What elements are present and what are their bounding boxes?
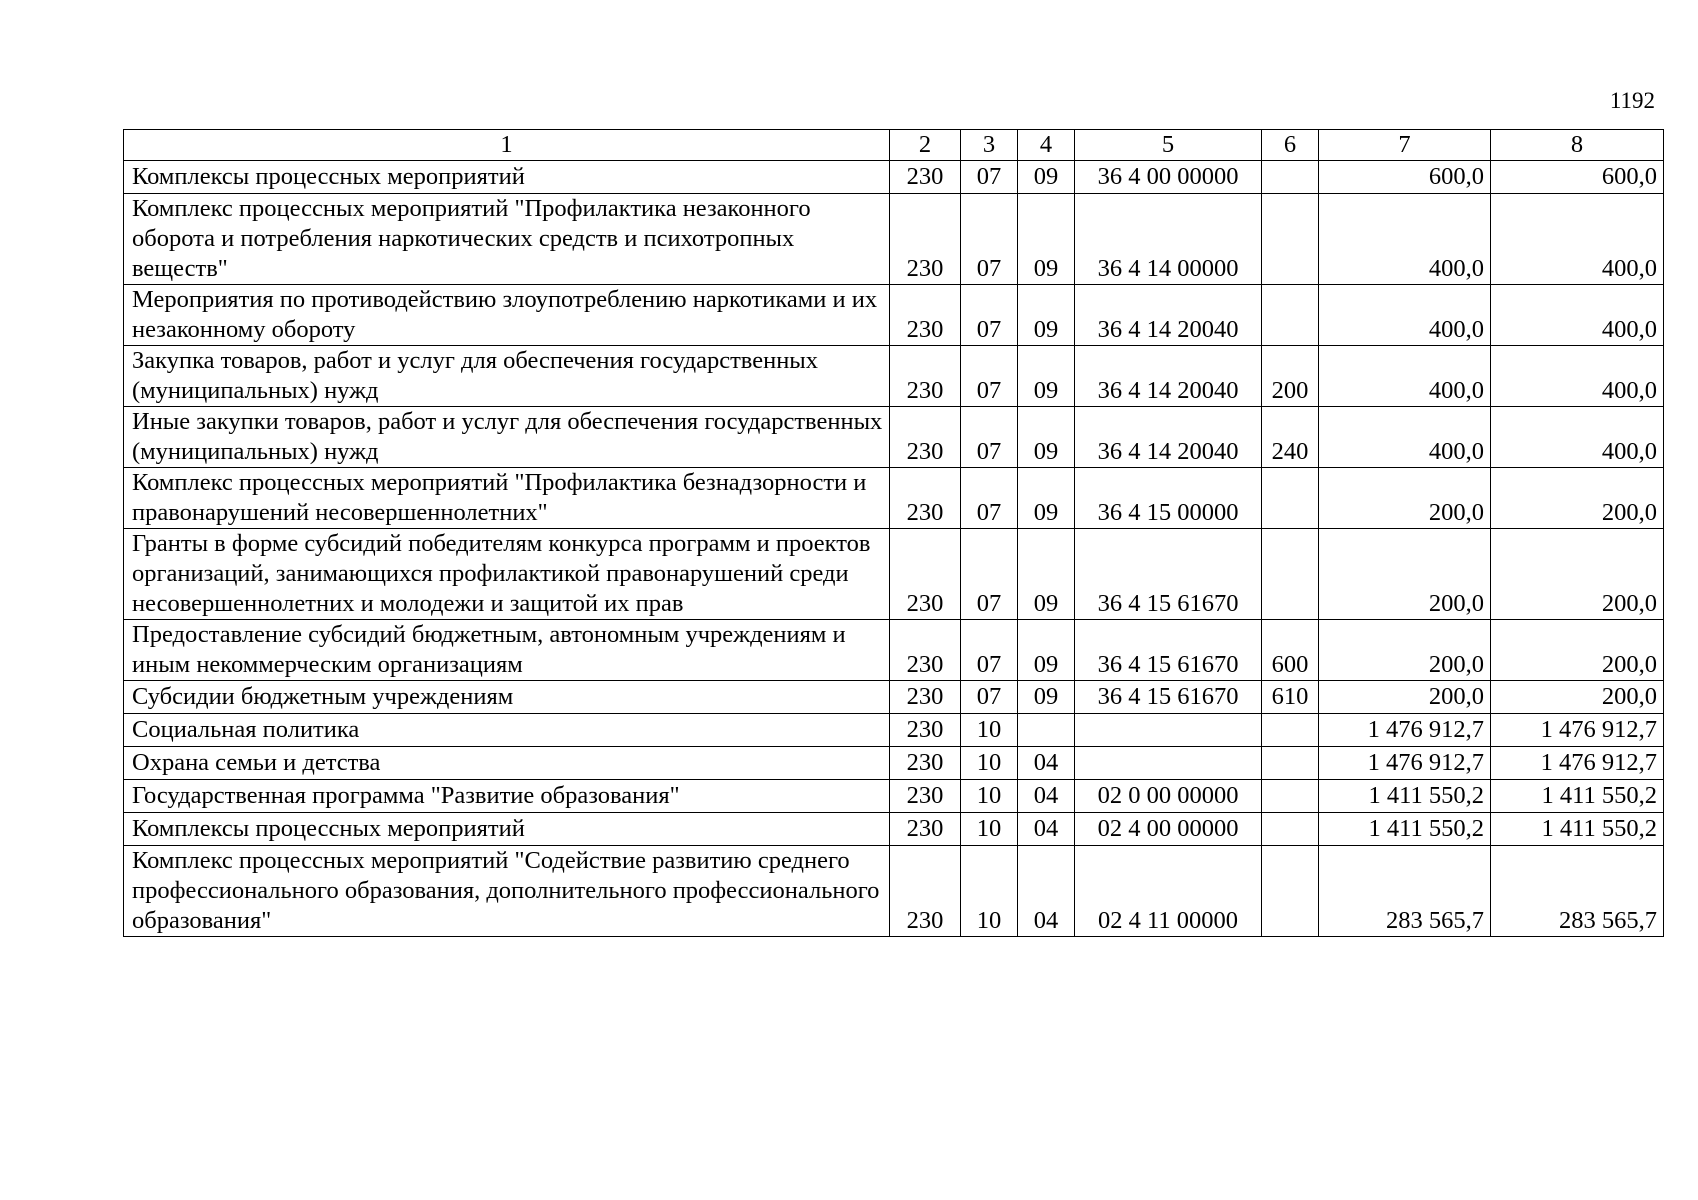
- cell: 610: [1262, 681, 1319, 714]
- cell: [1262, 285, 1319, 346]
- amount-cell: 400,0: [1491, 285, 1664, 346]
- table-row: [124, 681, 1664, 714]
- amount-cell: 400,0: [1319, 346, 1491, 407]
- cell: 02 4 11 00000: [1075, 846, 1262, 937]
- page-number: 1192: [1609, 88, 1655, 113]
- cell: 36 4 14 20040: [1075, 285, 1262, 346]
- cell: 230: [890, 780, 961, 813]
- column-header: 8: [1491, 130, 1664, 161]
- column-header: 5: [1075, 130, 1262, 161]
- cell: 04: [1018, 813, 1075, 846]
- cell: 240: [1262, 407, 1319, 468]
- cell: 10: [961, 846, 1018, 937]
- cell: [1262, 747, 1319, 780]
- cell: 10: [961, 747, 1018, 780]
- table-row: [124, 780, 1664, 813]
- table-row: [124, 714, 1664, 747]
- cell: 09: [1018, 529, 1075, 620]
- cell: 36 4 00 00000: [1075, 161, 1262, 194]
- column-header: 4: [1018, 130, 1075, 161]
- cell: 07: [961, 407, 1018, 468]
- cell: 600: [1262, 620, 1319, 681]
- cell: 230: [890, 468, 961, 529]
- row-name: Комплекс процессных мероприятий "Профилактика безнадзорности и правонарушений несовершеннолетних": [124, 468, 890, 529]
- cell: 200: [1262, 346, 1319, 407]
- cell: 09: [1018, 468, 1075, 529]
- column-header: 2: [890, 130, 961, 161]
- cell: 04: [1018, 747, 1075, 780]
- amount-cell: 200,0: [1319, 681, 1491, 714]
- cell: 09: [1018, 285, 1075, 346]
- amount-cell: 200,0: [1491, 529, 1664, 620]
- row-name: Мероприятия по противодействию злоупотреблению наркотиками и их незаконному обороту: [124, 285, 890, 346]
- cell: 07: [961, 681, 1018, 714]
- cell: 07: [961, 529, 1018, 620]
- cell: 04: [1018, 780, 1075, 813]
- cell: 36 4 15 61670: [1075, 529, 1262, 620]
- cell: 230: [890, 747, 961, 780]
- cell: 07: [961, 346, 1018, 407]
- cell: 230: [890, 407, 961, 468]
- table-row: [124, 407, 1664, 468]
- cell: 07: [961, 161, 1018, 194]
- cell: 04: [1018, 846, 1075, 937]
- cell: 230: [890, 681, 961, 714]
- cell: 10: [961, 714, 1018, 747]
- amount-cell: 200,0: [1319, 529, 1491, 620]
- cell: 230: [890, 813, 961, 846]
- amount-cell: 400,0: [1319, 194, 1491, 285]
- amount-cell: 400,0: [1491, 346, 1664, 407]
- row-name: Предоставление субсидий бюджетным, автономным учреждениям и иным некоммерческим организациям: [124, 620, 890, 681]
- amount-cell: 200,0: [1491, 681, 1664, 714]
- amount-cell: 1 476 912,7: [1491, 714, 1664, 747]
- amount-cell: 283 565,7: [1491, 846, 1664, 937]
- budget-table: [123, 129, 1664, 937]
- amount-cell: 400,0: [1491, 194, 1664, 285]
- amount-cell: 600,0: [1491, 161, 1664, 194]
- table-row: [124, 468, 1664, 529]
- row-name: Субсидии бюджетным учреждениям: [124, 681, 890, 714]
- cell: 09: [1018, 346, 1075, 407]
- amount-cell: 1 476 912,7: [1319, 747, 1491, 780]
- cell: 36 4 15 61670: [1075, 681, 1262, 714]
- cell: 36 4 14 00000: [1075, 194, 1262, 285]
- cell: 36 4 14 20040: [1075, 346, 1262, 407]
- table-row: [124, 846, 1664, 937]
- cell: 36 4 15 61670: [1075, 620, 1262, 681]
- cell: [1018, 714, 1075, 747]
- cell: [1075, 747, 1262, 780]
- column-header: 6: [1262, 130, 1319, 161]
- row-name: Комплексы процессных мероприятий: [124, 161, 890, 194]
- table-row: [124, 346, 1664, 407]
- cell: 230: [890, 529, 961, 620]
- cell: 09: [1018, 161, 1075, 194]
- row-name: Комплекс процессных мероприятий "Профилактика незаконного оборота и потребления наркотических средств и психотропных веществ": [124, 194, 890, 285]
- column-header: 7: [1319, 130, 1491, 161]
- table-row: [124, 747, 1664, 780]
- cell: [1262, 780, 1319, 813]
- table-row: [124, 529, 1664, 620]
- table-row: [124, 813, 1664, 846]
- cell: 02 0 00 00000: [1075, 780, 1262, 813]
- amount-cell: 400,0: [1319, 407, 1491, 468]
- amount-cell: 1 411 550,2: [1319, 813, 1491, 846]
- cell: 230: [890, 846, 961, 937]
- cell: 09: [1018, 194, 1075, 285]
- row-name: Иные закупки товаров, работ и услуг для обеспечения государственных (муниципальных) нужд: [124, 407, 890, 468]
- amount-cell: 200,0: [1319, 468, 1491, 529]
- amount-cell: 400,0: [1491, 407, 1664, 468]
- cell: [1262, 161, 1319, 194]
- cell: 09: [1018, 681, 1075, 714]
- amount-cell: 1 411 550,2: [1319, 780, 1491, 813]
- cell: 07: [961, 620, 1018, 681]
- amount-cell: 1 476 912,7: [1319, 714, 1491, 747]
- cell: 230: [890, 346, 961, 407]
- cell: [1262, 468, 1319, 529]
- cell: 230: [890, 620, 961, 681]
- cell: 230: [890, 285, 961, 346]
- table-row: [124, 285, 1664, 346]
- table-row: [124, 194, 1664, 285]
- cell: [1075, 714, 1262, 747]
- row-name: Закупка товаров, работ и услуг для обеспечения государственных (муниципальных) нужд: [124, 346, 890, 407]
- amount-cell: 1 476 912,7: [1491, 747, 1664, 780]
- amount-cell: 400,0: [1319, 285, 1491, 346]
- cell: 02 4 00 00000: [1075, 813, 1262, 846]
- cell: 09: [1018, 407, 1075, 468]
- cell: 36 4 14 20040: [1075, 407, 1262, 468]
- table-header-row: [124, 130, 1664, 161]
- cell: 10: [961, 780, 1018, 813]
- cell: 09: [1018, 620, 1075, 681]
- cell: [1262, 714, 1319, 747]
- column-header: 1: [124, 130, 890, 161]
- cell: 36 4 15 00000: [1075, 468, 1262, 529]
- amount-cell: 1 411 550,2: [1491, 780, 1664, 813]
- row-name: Комплексы процессных мероприятий: [124, 813, 890, 846]
- row-name: Комплекс процессных мероприятий "Содействие развитию среднего профессионального образования, дополнительного профессионального образования": [124, 846, 890, 937]
- amount-cell: 200,0: [1491, 620, 1664, 681]
- cell: 07: [961, 194, 1018, 285]
- row-name: Социальная политика: [124, 714, 890, 747]
- amount-cell: 600,0: [1319, 161, 1491, 194]
- cell: [1262, 846, 1319, 937]
- amount-cell: 283 565,7: [1319, 846, 1491, 937]
- row-name: Государственная программа "Развитие образования": [124, 780, 890, 813]
- amount-cell: 200,0: [1491, 468, 1664, 529]
- cell: 07: [961, 285, 1018, 346]
- column-header: 3: [961, 130, 1018, 161]
- cell: 230: [890, 161, 961, 194]
- amount-cell: 200,0: [1319, 620, 1491, 681]
- table-row: [124, 161, 1664, 194]
- table-row: [124, 620, 1664, 681]
- cell: 230: [890, 194, 961, 285]
- cell: [1262, 813, 1319, 846]
- cell: 10: [961, 813, 1018, 846]
- row-name: Охрана семьи и детства: [124, 747, 890, 780]
- cell: [1262, 529, 1319, 620]
- cell: 07: [961, 468, 1018, 529]
- cell: 230: [890, 714, 961, 747]
- amount-cell: 1 411 550,2: [1491, 813, 1664, 846]
- cell: [1262, 194, 1319, 285]
- row-name: Гранты в форме субсидий победителям конкурса программ и проектов организаций, занимающихся профилактикой правонарушений среди несовершеннолетних и молодежи и защитой их прав: [124, 529, 890, 620]
